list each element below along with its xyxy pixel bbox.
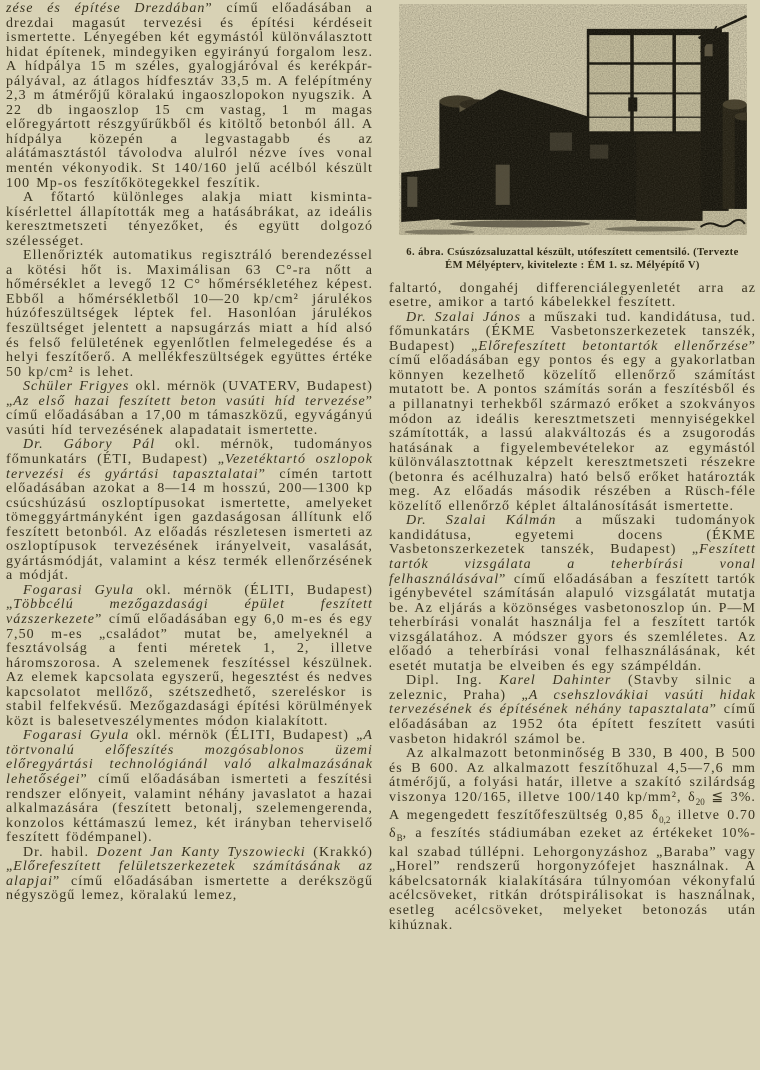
- italic-text: Karel Dahinter: [499, 673, 612, 689]
- paragraph: [389, 747, 756, 933]
- subscript-text: B: [396, 833, 403, 844]
- body-text: ” című előadásában a drezdai magasút tervezési és építési kérdéseit ismertette. Lényegében két egymástól különválasztott hidat építenek, mindegyiken egyirányú forgalom lesz. A hídpálya 15 m széles, gyalogjáróval és kerékpár-pályával, az átlagos hídfesztáv 33,5 m. A felépítmény 2,3 m átmérőjű köralakú ingaoszlopokon nyugszik. A 22 db ingaoszlop 15 cm vastag, 1 m magas előregyártott részgyűrűkből és kitöltő betonból áll. A hídpálya közepén a legvastagabb és az alátámasztástól távolodva alulról nézve íves vonal mentén vékonyodik. St 140/160 jelű acélból készült 100 Mp-os feszítőkötegekkel feszítik.: [6, 2, 373, 191]
- body-text: ” című előadásában a feszített tartók igénybevétel számításán alapuló vizsgálatát mutatja be. Az eljárás a közönséges vasbetonoszlop ún. P—M teherbírási vonalát használja fel a feszített tartók vizsgálatához. A módszer gyors és szemléletes. Az előadó a teherbírási vonal felhasználásának, két esetét mutatja be elveiben és egy számpéldán.: [389, 571, 756, 674]
- paragraph: [6, 249, 373, 380]
- italic-text: A csehszlovákiai vasúti hidak tervezésének és építésének néhány tapasztalata: [389, 687, 756, 718]
- body-text: ” című előadásában ismerteti a feszítési rendszer előnyeit, valamint néhány javaslatot a hazai alkalmazására (feszített betonalj, szelemengerenda, konzolos kéttámaszú lemez, két irányban teherviselő feszített födémpanel).: [6, 771, 373, 846]
- paragraph: [389, 514, 756, 674]
- body-text: a műszaki tudományok kandidátusa, egyetemi docens (ÉKME Vasbetonszerkezetek tanszék, Budapest) „: [389, 513, 756, 558]
- italic-text: Feszített tartók vizsgálata a teherbírási vonal felhasználásával: [389, 542, 756, 587]
- body-text: ” című előadásában a 17,00 m támaszközű, egyvágányú vasúti híd tervezésének alapadatait ismertette.: [6, 393, 373, 438]
- paragraph: [389, 674, 756, 747]
- body-text: illetve 0.70 δ: [389, 808, 756, 842]
- italic-text: zése és építése Drezdában: [6, 2, 206, 16]
- paragraph: [6, 846, 373, 904]
- paragraph: [6, 729, 373, 845]
- paragraph: [6, 584, 373, 729]
- body-text: Dipl. Ing.: [406, 673, 500, 689]
- italic-text: Dr. Szalai János: [406, 309, 521, 325]
- figure-caption: [391, 247, 754, 273]
- subscript-text: 0,2: [659, 814, 671, 825]
- paragraph: [6, 380, 373, 438]
- body-text: okl. mérnök (UVATERV, Budapest) „: [6, 379, 373, 409]
- body-text: ” című előadásában egy pontos és egy a gyakorlatban könnyen kezelhető közelítő ellenőrző számítást mutatott be. A pontos számítás során a feszítésből és a pillanatnyi terhekből származó erőket a szokványos módon az ideális keresztmetszeti mennyiségekkel számították, a lassú alakváltozás és a zsugorodás hatásának a figyelembevételekor az egymástól különválasztottnak képzelt keresztmetszeti részekre (betonra és acélhuzalra) ható belső erőket határozták meg. Az előadás második részében a Rüsch-féle közelítő ellenőrző képlet általánosítását ismertette.: [389, 338, 756, 514]
- body-text: Dr. habil.: [23, 844, 97, 860]
- italic-text: Schüler Frigyes: [23, 379, 130, 395]
- body-text: okl. mérnök, tudományos főmunkatárs (ÉTI, Budapest) „: [6, 437, 373, 467]
- italic-text: Dr. Szalai Kálmán: [406, 513, 557, 529]
- paragraph: [389, 311, 756, 515]
- body-text: (Stavby silnic a zeleznic, Praha) „: [389, 673, 756, 703]
- body-text: okl. mérnök (ÉLITI, Budapest) „: [6, 582, 373, 613]
- body-text: (Krakkó) „: [6, 844, 373, 875]
- body-text: , a feszítés stádiumában ezeket az értékeket 10%-kal szabad túllépni. Lehorgonyzáshoz „Baraba” vagy „Horel” rendszerű horgonyzófejet használnak. A kábelcsatornák kialakítására túlnyomóan vékonyfalú acélcsöveket, ritkán drótspirálisokat is használnak, esetleg acélcsöveket, melyeket betonozás után kihúznak.: [389, 826, 756, 933]
- italic-text: Dr. Gábory Pál: [23, 437, 156, 453]
- figure-caption-line1: 6. ábra. Csúszózsaluzattal készült, utófeszített cementsiló. (Tervezte: [406, 247, 739, 258]
- italic-text: Az első hazai feszített beton vasúti híd tervezése: [13, 393, 366, 409]
- italic-text: Előrefeszített felületszerkezetek számításának az alapjai: [6, 859, 373, 889]
- cement-silo-photo: [399, 4, 747, 235]
- body-text: A főtartó különleges alakja miatt kisminta-kísérlettel állapították meg a hatásábrákat, az ideális keresztmetszeti tényezőket, és együtt dolgozó szélességet.: [6, 190, 373, 249]
- right-column-text: [389, 282, 756, 933]
- italic-text: Többcélú mezőgazdasági épület feszített vázszerkezete: [6, 597, 373, 627]
- paragraph: [6, 2, 373, 191]
- body-text: okl. mérnök (ÉLITI, Budapest) „: [129, 728, 364, 744]
- body-text: Az alkalmazott betonminőség B 330, B 400, B 500 és B 600. Az alkalmazott feszítőhuzal 4,5—7,6 mm átmérőjű, a folyási határ, illetve a szakító szilárdság viszonya 120/165, illetve 100/140 kp/mm², δ: [389, 746, 756, 805]
- body-text: Ellenőrizték automatikus regisztráló berendezéssel a kötési hőt is. Maximálisan 63 C°-ra nőtt a hőmérséklet a levegő 12 C° hőmérsékletéhez képest. Ebből a hőmérsékletből 10—20 kp/cm² járulékos húzófeszültségek léptek fel. Hasonlóan járulékos feszültséget jelentett a napsugárzás miatt a híd alsó és felső felületének egyenlőtlen felmelegedése és a helyi feszítőerő. A mellékfeszültségek együttes értéke 50 kp/cm² is lehet.: [6, 248, 373, 380]
- paragraph: [6, 438, 373, 583]
- italic-text: Fogarasi Gyula: [23, 582, 135, 598]
- left-column: [6, 2, 373, 1070]
- italic-text: Dozent Jan Kanty Tyszowiecki: [96, 844, 306, 860]
- italic-text: Vezetéktartó oszlopok tervezési és gyártási tapasztalatai: [6, 451, 373, 482]
- body-text: faltartó, dongahéj differenciálegyenletét arra az esetre, amikor a tartó kábelekkel feszített.: [389, 280, 756, 311]
- italic-text: Előrefeszített betontartók ellenőrzése: [478, 338, 749, 354]
- right-column: [389, 2, 756, 1070]
- body-text: ” című előadásában az 1952 óta épített feszített vasúti vasbeton hidakról számol be.: [389, 702, 756, 747]
- body-text: ” címén tartott előadásában azokat a 8—14 m hosszú, 200—1300 kp csúcshúzású oszloptípusokat ismertette, amelyeket tömeggyártmányként igen gazdaságosan állítunk elő feszített betonból. Az előadás részletesen ismerteti az oszloptípusok tervezésének irányelveit, vasalását, gyártásmódját, valamint a kész termék ellenőrzésének a módját.: [6, 466, 373, 584]
- body-text: ” című előadásában egy 6,0 m-es és egy 7,50 m-es „családot” mutat be, amelyeknél a fesztávolság a fenti méretek 1, 2, illetve háromszorosa. A szelemenek feszítéssel készülnek. Az elemek kapcsolata egyszerű, hegesztést és nedves kapcsolatot mellőző, szétszedhető, szereléskor is stabil felfekvésű. Mezőgazdasági építési körülmények közt is balesetveszélymentes módon kialakított.: [6, 611, 373, 729]
- left-column-text: [6, 2, 373, 904]
- body-text: ” című előadásában ismertette a derékszögű négyszögű lemez, köralakú lemez,: [6, 873, 373, 904]
- body-text: a műszaki tud. kandidátusa, tud. főmunkatárs (ÉKME Vasbetonszerkezetek tanszék, Budapest) „: [389, 309, 756, 354]
- figure-caption-line2: ÉM Mélyépterv, kivitelezte : ÉM 1. sz. Mélyépítő V): [445, 259, 700, 271]
- paragraph: [6, 191, 373, 249]
- italic-text: Fogarasi Gyula: [23, 728, 130, 744]
- figure-6: [389, 4, 756, 273]
- photo-grain-overlay: [399, 4, 747, 235]
- paragraph: [389, 282, 756, 311]
- italic-text: A törtvonalú előfeszítés mozgósablonos üzemi előregyártási technológiánál való alkalmazásának lehetőségei: [6, 728, 373, 787]
- body-text: ≦ 3%. A megengedett feszítőfeszültség 0,85 δ: [389, 789, 756, 824]
- subscript-text: 20: [695, 796, 705, 807]
